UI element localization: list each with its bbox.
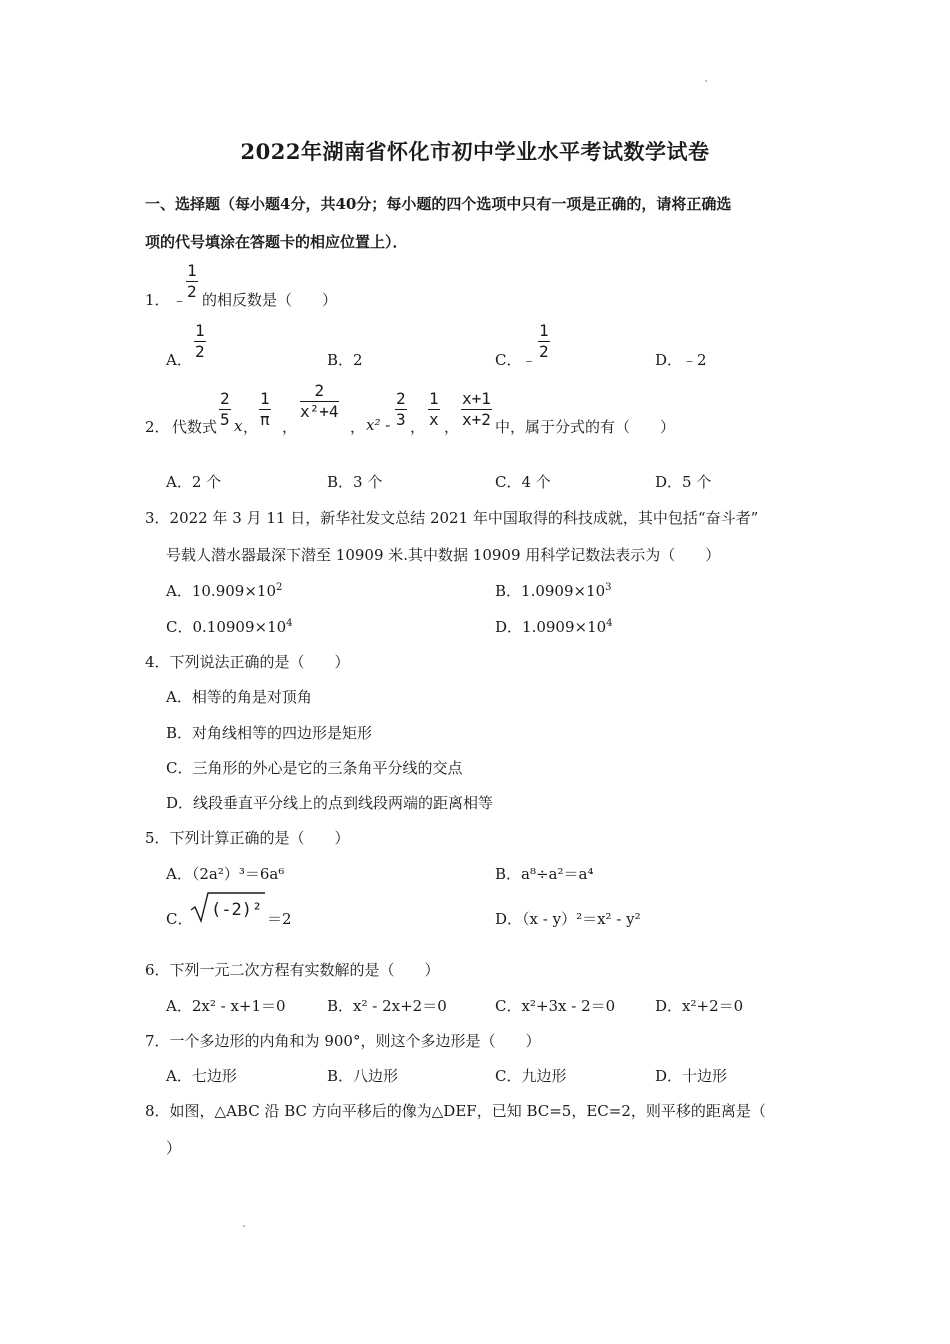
q1-option-c-text: ﹣	[521, 351, 537, 369]
q2-f6-den: x+2	[462, 410, 491, 429]
q1-option-a-label: A．	[166, 351, 192, 369]
q1-option-d-text: ﹣2	[682, 351, 707, 369]
q2-f2-den: π	[260, 410, 270, 429]
q2-f2-num: 1	[260, 389, 270, 408]
q2-f6-num: x+1	[462, 389, 491, 408]
q2-option-a: A．2 个	[166, 473, 222, 491]
q5-option-c-label: C．	[166, 910, 193, 928]
q2-fraction-4	[395, 390, 407, 429]
q3-option-a-exp: 2	[275, 582, 283, 593]
q2-option-d: D．5 个	[655, 473, 712, 491]
q2-f4-den: 3	[396, 410, 406, 429]
q7-option-a: A．七边形	[166, 1067, 237, 1085]
q1-option-a-den: 2	[195, 342, 205, 361]
q2-tail: 中，属于分式的有（ ）	[495, 418, 676, 436]
section-heading-line2: 项的代号填涂在答题卡的相应位置上）．	[145, 233, 408, 251]
q5-option-c-tail: ＝2	[267, 910, 292, 928]
q2-fraction-3	[300, 382, 339, 421]
q3-option-c-base: 0.10909×10	[192, 618, 287, 636]
page-title: 2022年湖南省怀化市初中学业水平考试数学试卷	[240, 139, 710, 164]
q1-option-c-label: C．	[495, 351, 522, 369]
q5-stem: 5．下列计算正确的是（ ）	[145, 829, 350, 847]
q6-option-c: C．x²+3x - 2＝0	[495, 997, 616, 1015]
q1-fraction	[186, 262, 198, 301]
q2-f5-num: 1	[429, 389, 439, 408]
q3-option-d-exp: 4	[606, 618, 613, 629]
q4-option-b: B．对角线相等的四边形是矩形	[166, 724, 373, 742]
q1-option-a-fraction	[194, 322, 206, 361]
q3-option-b	[495, 580, 612, 601]
q2-f1-num: 2	[220, 389, 230, 408]
q5-option-c-radicand: (-2)²	[211, 900, 263, 920]
q4-option-a: A．相等的角是对顶角	[166, 688, 312, 706]
q3-option-d-label: D．	[495, 618, 523, 636]
corner-mark	[705, 80, 707, 82]
q1-option-d-label: D．	[655, 351, 683, 369]
q2-fraction-6	[461, 390, 492, 429]
q2-f3-den: x²+4	[300, 402, 339, 421]
q1-option-c-den: 2	[539, 342, 549, 361]
q2-comma-3: ，	[350, 418, 366, 436]
q7-option-d: D．十边形	[655, 1067, 728, 1085]
q2-f1-den: 5	[220, 410, 230, 429]
q1-option-c-num: 1	[539, 321, 549, 340]
q1-stem: 的相反数是（ ）	[202, 291, 338, 309]
q2-f5-den: x	[429, 410, 439, 429]
q5-option-b: B．a⁸÷a²＝a⁴	[495, 865, 594, 883]
q3-option-d-base: 1.0909×10	[522, 618, 607, 636]
q2-f1-tail: x	[234, 417, 243, 435]
q3-option-c	[166, 616, 293, 637]
q1-option-a-num: 1	[195, 321, 205, 340]
q1-option-b-text: 2	[353, 351, 363, 369]
q6-stem: 6．下列一元二次方程有实数解的是（ ）	[145, 961, 440, 979]
q3-option-b-base: 1.0909×10	[521, 582, 606, 600]
q2-comma-2: ，	[282, 418, 298, 436]
q8-line2: ）	[166, 1139, 182, 1157]
q2-comma-4: ，	[410, 418, 426, 436]
q6-option-d: D．x²+2＝0	[655, 997, 744, 1015]
q7-option-c: C．九边形	[495, 1067, 567, 1085]
q6-option-a: A．2x² - x+1＝0	[166, 997, 286, 1015]
q2-term-4: x² -	[366, 416, 391, 434]
q3-option-b-exp: 3	[605, 582, 612, 593]
q3-option-a-label: A．	[166, 582, 192, 600]
q2-option-c: C．4 个	[495, 473, 551, 491]
q1-frac-num: 1	[187, 261, 197, 280]
q3-line2: 号载人潜水器最深下潜至 10909 米.其中数据 10909 用科学记数法表示为（ ）	[166, 546, 721, 564]
q1-minus: ﹣	[172, 291, 188, 309]
q1-option-b-label: B．	[327, 351, 354, 369]
q4-option-d: D．线段垂直平分线上的点到线段两端的距离相等	[166, 794, 494, 812]
q2-comma-5: ，	[444, 418, 460, 436]
q7-option-b: B．八边形	[327, 1067, 399, 1085]
q1-option-c-fraction	[538, 322, 550, 361]
q2-f4-num: 2	[396, 389, 406, 408]
q8-line1: 8．如图，△ABC 沿 BC 方向平移后的像为△DEF，已知 BC=5，EC=2，则平移的距离是（	[145, 1102, 766, 1120]
corner-mark	[243, 1225, 245, 1227]
q2-fraction-1	[219, 390, 231, 429]
q1-option-c	[495, 349, 537, 370]
q5-option-d: D．（x - y）²＝x² - y²	[495, 910, 641, 928]
q3-option-a-base: 10.909×10	[191, 582, 276, 600]
q3-option-d	[495, 616, 613, 637]
q2-fraction-2	[259, 390, 271, 429]
q2-lead: 代数式	[172, 418, 218, 436]
q2-f3-num: 2	[300, 382, 339, 402]
q4-stem: 4．下列说法正确的是（ ）	[145, 653, 350, 671]
q1-option-b	[327, 349, 363, 370]
q3-option-c-exp: 4	[286, 618, 293, 629]
q2-number: 2．	[145, 418, 170, 436]
q3-option-b-label: B．	[495, 582, 522, 600]
q3-option-a	[166, 580, 282, 601]
q1-option-d	[655, 349, 707, 370]
q6-option-b: B．x² - 2x+2＝0	[327, 997, 447, 1015]
section-heading-line1: 一、选择题（每小题4分，共40分；每小题的四个选项中只有一项是正确的，请将正确选	[145, 195, 732, 213]
q3-line1: 3．2022 年 3 月 11 日，新华社发文总结 2021 年中国取得的科技成就，其中包括“奋斗者”	[145, 509, 759, 527]
q2-comma-1: ，	[243, 418, 259, 436]
q1-number: 1．	[145, 291, 170, 309]
q5-option-a: A．（2a²）³＝6a⁶	[166, 865, 285, 883]
q2-fraction-5	[428, 390, 440, 429]
q3-option-c-label: C．	[166, 618, 193, 636]
q7-stem: 7．一个多边形的内角和为 900°，则这个多边形是（ ）	[145, 1032, 541, 1050]
q2-option-b: B．3 个	[327, 473, 383, 491]
q1-frac-den: 2	[187, 282, 197, 301]
q4-option-c: C．三角形的外心是它的三条角平分线的交点	[166, 759, 463, 777]
